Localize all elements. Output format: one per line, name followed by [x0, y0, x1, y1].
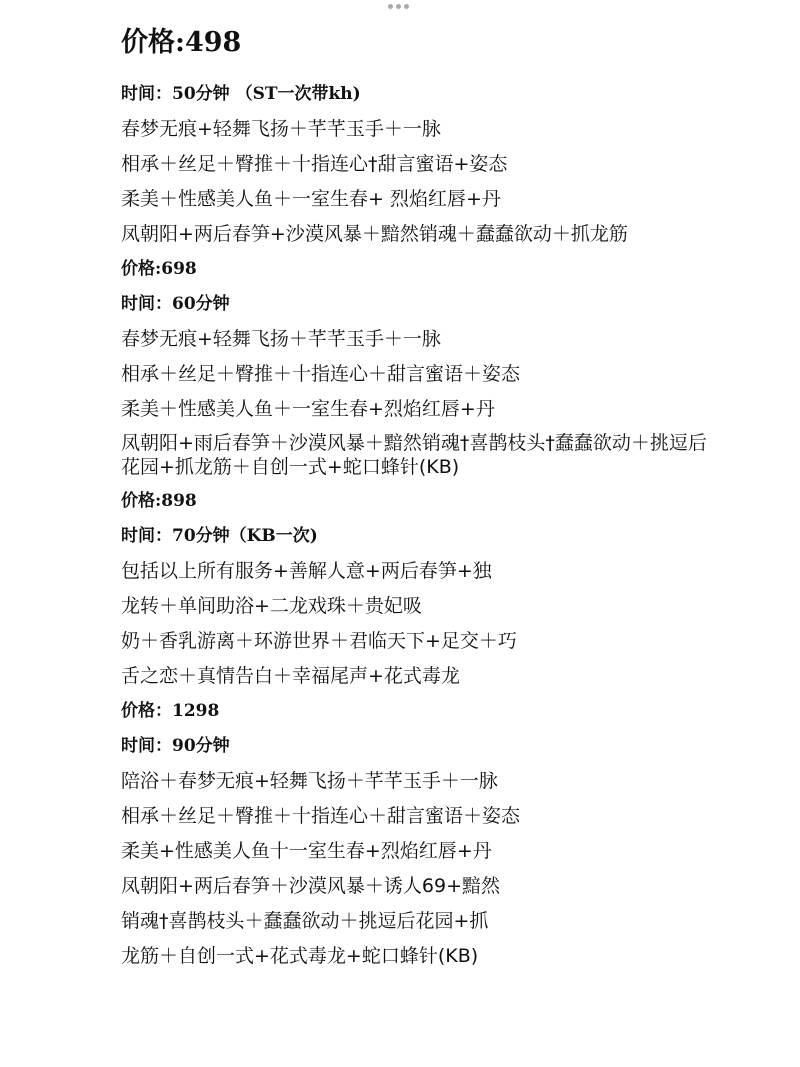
text-line: 凤朝阳+雨后春笋＋沙漠风暴＋黯然销魂†喜鹊枝头†蠢蠢欲动＋挑逗后花园+抓龙筋＋自创一式+蛇口蜂针(KB) — [121, 432, 707, 478]
text-line: 凤朝阳+两后春笋+沙漠风暴＋黯然销魂＋蠢蠢欲动＋抓龙筋 — [121, 223, 628, 245]
time-line: 时间：50分钟 （ST一次带kh) — [121, 84, 361, 104]
text-line: 销魂†喜鹊枝头＋蠢蠢欲动＋挑逗后花园+抓 — [121, 910, 489, 932]
text-line: 陪浴＋春梦无痕+轻舞飞扬＋芊芊玉手＋一脉 — [121, 770, 498, 792]
text-line: 相承＋丝足＋臀推＋十指连心＋甜言蜜语＋姿态 — [121, 363, 521, 385]
text-line: 龙转＋单间助浴+二龙戏珠＋贵妃吸 — [121, 595, 422, 617]
time-line: 时间：90分钟 — [121, 736, 230, 756]
page-title: 价格:498 — [121, 27, 242, 58]
dot — [404, 4, 409, 9]
time-line: 时间：60分钟 — [121, 294, 230, 314]
text-line: 凤朝阳+两后春笋＋沙漠风暴＋诱人69+黯然 — [121, 875, 501, 897]
text-line: 春梦无痕+轻舞飞扬＋芊芊玉手＋一脉 — [121, 328, 441, 350]
text-line: 柔美＋性感美人鱼＋一室生春+烈焰红唇+丹 — [121, 398, 495, 420]
text-line: 舌之恋＋真情告白＋幸福尾声+花式毒龙 — [121, 665, 460, 687]
dot — [396, 4, 401, 9]
price-line: 价格：1298 — [121, 701, 220, 721]
text-line: 柔美+性感美人鱼十一室生春+烈焰红唇+丹 — [121, 840, 492, 862]
text-line: 龙筋＋自创一式+花式毒龙+蛇口蜂针(KB) — [121, 945, 479, 967]
text-line: 包括以上所有服务+善解人意+两后春笋+独 — [121, 560, 492, 582]
text-line: 相承＋丝足＋臀推＋十指连心＋甜言蜜语＋姿态 — [121, 805, 521, 827]
time-line: 时间：70分钟（KB一次) — [121, 526, 318, 546]
price-line: 价格:698 — [121, 259, 197, 279]
dot — [388, 4, 393, 9]
text-line: 春梦无痕+轻舞飞扬＋芊芊玉手＋一脉 — [121, 118, 441, 140]
more-options-icon[interactable] — [388, 4, 409, 9]
price-line: 价格:898 — [121, 491, 197, 511]
text-line: 相承＋丝足＋臀推＋十指连心†甜言蜜语+姿态 — [121, 153, 508, 175]
text-line: 柔美＋性感美人鱼＋一室生春+ 烈焰红唇+丹 — [121, 188, 501, 210]
text-line: 奶＋香乳游离＋环游世界＋君临天下+足交＋巧 — [121, 630, 517, 652]
